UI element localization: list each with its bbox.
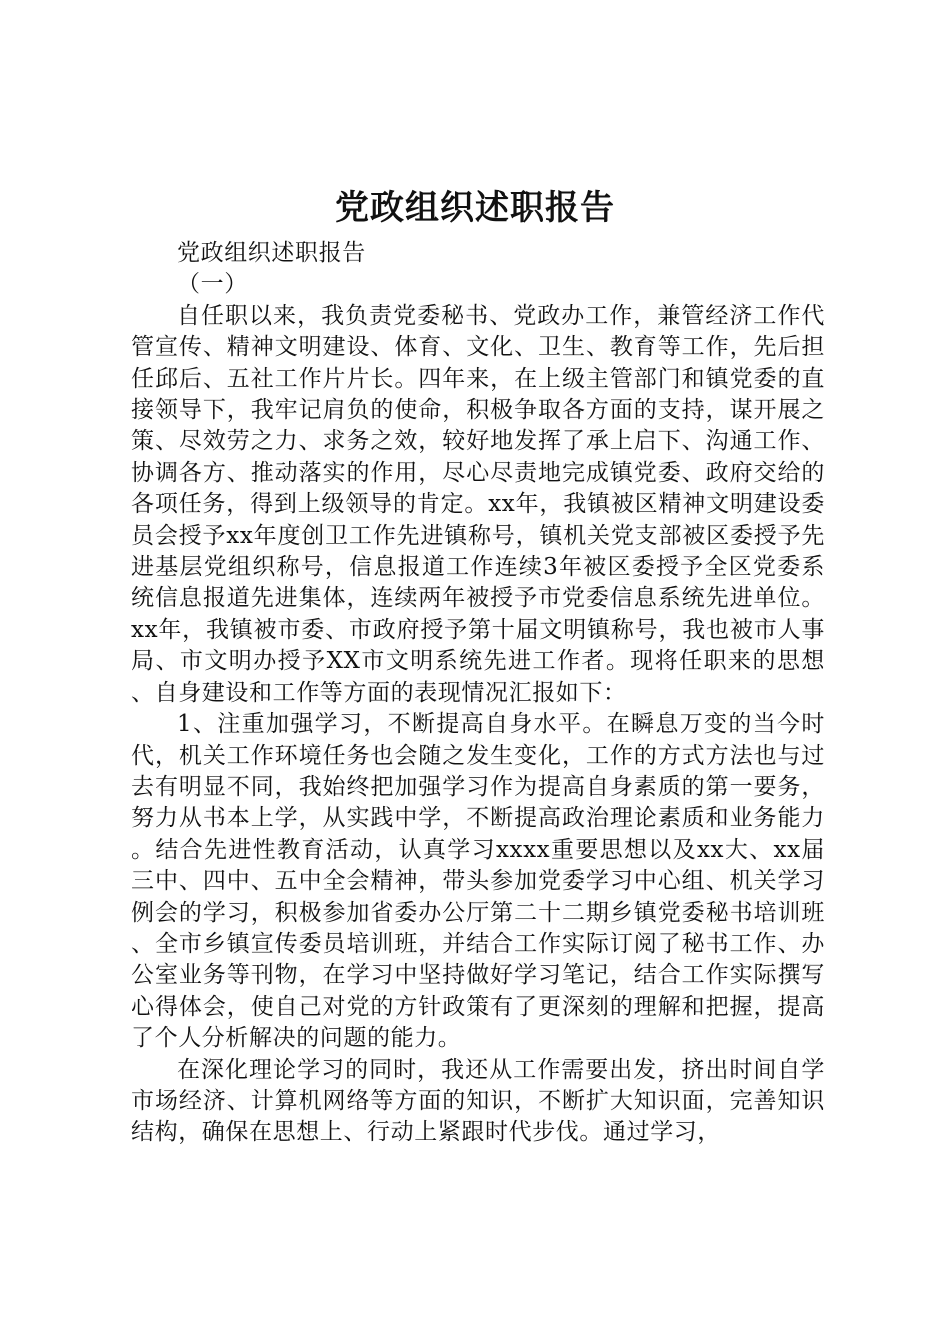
document-subtitle: 党政组织述职报告 [177,240,366,266]
document-title: 党政组织述职报告 [335,188,615,228]
paragraph-1: 自任职以来，我负责党委秘书、党政办工作，兼管经济工作代管宣传、精神文明建设、体育、文化、卫生、教育等工作，先后担任邱后、五社工作片片长。四年来，在上级主管部门和镇党委的直接领导下，我牢记肩负的使命，积极争取各方面的支持，谋开展之策、尽效劳之力、求务之效，较好地发挥了承上启下、沟通工作、协调各方、推动落实的作用，尽心尽责地完成镇党委、政府交给的各项任务，得到上级领导的肯定。xx年，我镇被区精神文明建设委员会授予xx年度创卫工作先进镇称号，镇机关党支部被区委授予先进基层党组织称号，信息报道工作连续3年被区委授予全区党委系统信息报道先进集体，连续两年被授予市党委信息系统先进单位。xx年，我镇被市委、市政府授予第十届文明镇称号，我也被市人事局、市文明办授予XX市文明系统先进工作者。现将任职来的思想、自身建设和工作等方面的表现情况汇报如下： [131,302,825,706]
paragraph-2: 1、注重加强学习，不断提高自身水平。在瞬息万变的当今时代，机关工作环境任务也会随之发生变化，工作的方式方法也与过去有明显不同，我始终把加强学习作为提高自身素质的第一要务，努力从书本上学，从实践中学，不断提高政治理论素质和业务能力。结合先进性教育活动，认真学习xxxx重要思想以及xx大、xx届三中、四中、五中全会精神，带头参加党委学习中心组、机关学习例会的学习，积极参加省委办公厅第二十二期乡镇党委秘书培训班、全市乡镇宣传委员培训班，并结合工作实际订阅了秘书工作、办公室业务等刊物，在学习中坚持做好学习笔记，结合工作实际撰写心得体会，使自己对党的方针政策有了更深刻的理解和把握，提高了个人分析解决的问题的能力。 [131,711,825,1052]
section-number: （一） [177,271,248,298]
document-body [131,238,825,1149]
paragraph-3: 在深化理论学习的同时，我还从工作需要出发，挤出时间自学市场经济、计算机网络等方面的知识，不断扩大知识面，完善知识结构，确保在思想上、行动上紧跟时代步伐。通过学习， [131,1056,825,1146]
